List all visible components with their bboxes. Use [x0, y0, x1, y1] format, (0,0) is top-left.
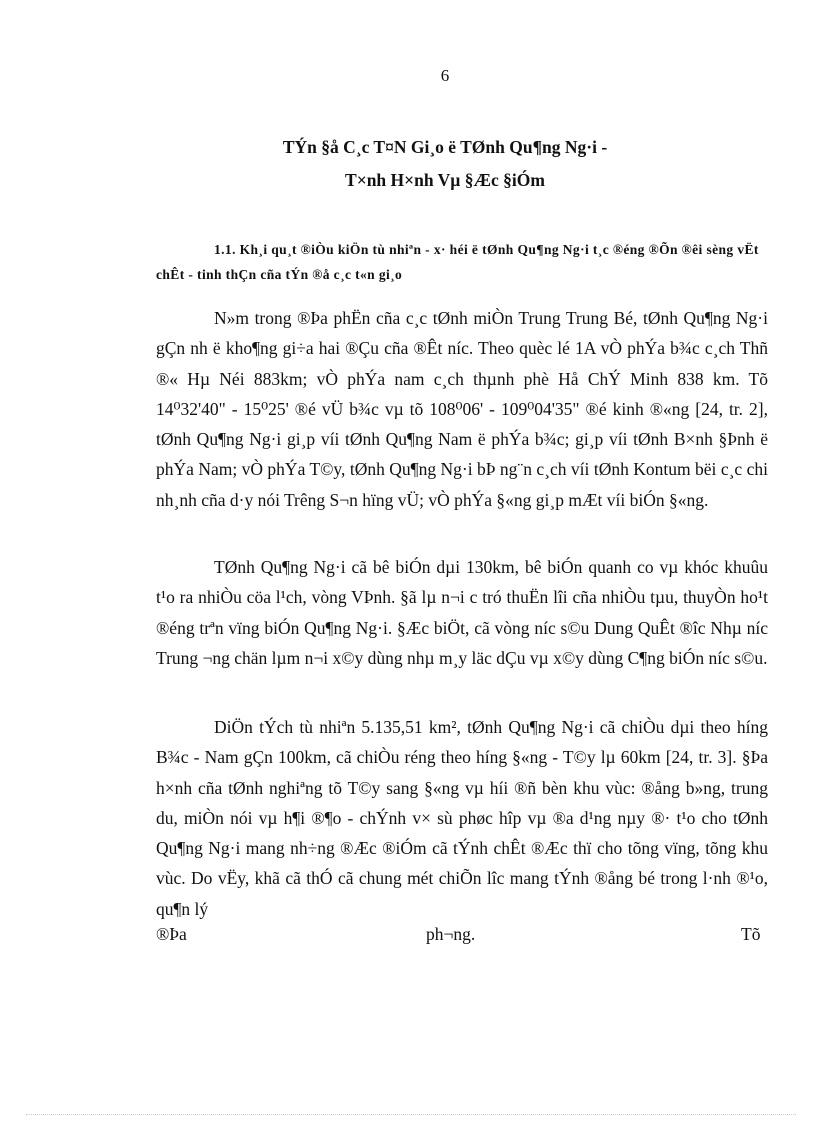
body-paragraph: TØnh Qu¶ng Ng·i cã bê biÓn dµi 130km, bê biÓn quanh co vµ khóc khuûu t¹o ra nhiÒu cöa l¹ch, vòng VÞnh. §ã lµ n¬i c tró thuËn lîi cña nhiÒu tµu, thuyÒn ho¹t ®éng trªn vïng biÓn Qu¶ng Ng·i. §Æc biÖt, cã vòng níc s©u Dung QuÊt ®îc Nhµ níc Trung ¬ng chän lµm n¬i x©y dùng nhµ m¸y läc dÇu vµ x©y dùng C¶ng biÓn níc s©u.: [156, 557, 768, 668]
section-heading: 1.1. Kh¸i qu¸t ®iÒu kiÖn tù nhiªn - x· héi ë tØnh Qu¶ng Ng·i t¸c ®éng ®Õn ®êi sèng vËt chÊt - tinh thÇn cña tÝn ®å c¸c t«n gi¸o: [156, 242, 759, 282]
page-title-line-2: T×nh H×nh Vµ §Æc §iÓm: [345, 170, 545, 190]
page-bottom-divider: [26, 1114, 796, 1115]
last-line-word: Tõ: [741, 924, 761, 944]
page-title-line-1: TÝn §å C¸c T¤N Gi¸o ë TØnh Qu¶ng Ng·i -: [282, 137, 608, 157]
last-line-word: ph¬ng.: [426, 924, 476, 944]
body-paragraph: N»m trong ®Þa phËn cña c¸c tØnh miÒn Trung Trung Bé, tØnh Qu¶ng Ng·i gÇn nh ë kho¶ng gi÷a hai ®Çu cña ®Êt níc. Theo quèc lé 1A vÒ phÝa b¾c c¸ch Thñ ®« Hµ Néi 883km; vÒ phÝa nam c¸ch thµnh phè Hå ChÝ Minh 838 km. Tõ 14⁰32'40" - 15⁰25' ®é vÜ b¾c vµ tõ 108⁰06' - 109⁰04'35" ®é kinh ®«ng [24, tr. 2], tØnh Qu¶ng Ng·i gi¸p víi tØnh Qu¶ng Nam ë phÝa b¾c; gi¸p víi tØnh B×nh §Þnh ë phÝa Nam; vÒ phÝa T©y, tØnh Qu¶ng Ng·i bÞ ng¨n c¸ch víi tØnh Kontum bëi c¸c chi nh¸nh cña d·y nói Trêng S¬n hïng vÜ; vÒ phÝa §«ng gi¸p mÆt víi biÓn §«ng.: [156, 308, 768, 510]
body-paragraph: DiÖn tÝch tù nhiªn 5.135,51 km², tØnh Qu¶ng Ng·i cã chiÒu dµi theo híng B¾c - Nam gÇn 100km, cã chiÒu réng theo híng §«ng - T©y lµ 60km [24, tr. 3]. §Þa h×nh cña tØnh nghiªng tõ T©y sang §«ng vµ híi ®ñ bèn khu vùc: ®ång b»ng, trung du, miÒn nói vµ h¶i ®¶o - chÝnh v× sù phøc hîp vµ ®a d¹ng nµy ®· t¹o cho tØnh Qu¶ng Ng·i mang nh÷ng ®Æc ®iÓm cã tÝnh chÊt ®Æc thï cho tõng vïng, tõng khu vùc. Do vËy, khã cã thÓ cã chung mét chiÕn lîc mang tÝnh ®ång bé trong l·nh ®¹o, qu¶n lý: [156, 717, 768, 919]
paragraph-last-line: [156, 924, 768, 954]
page-number: 6: [440, 66, 450, 85]
last-line-word: ®Þa: [156, 924, 187, 944]
